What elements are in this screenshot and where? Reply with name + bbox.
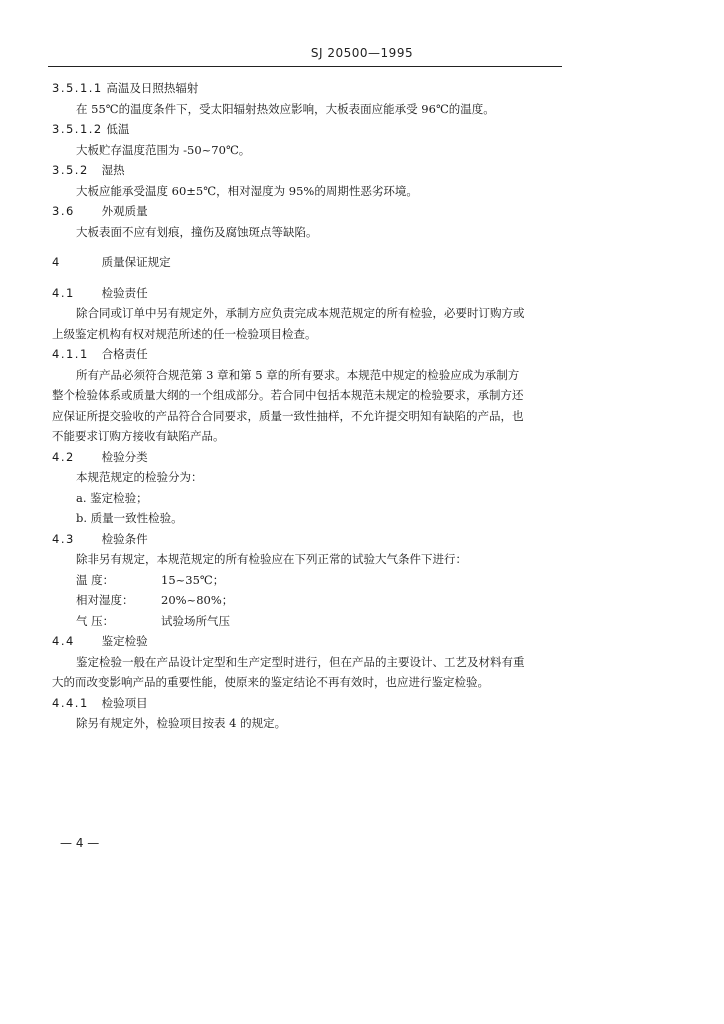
paragraph-line: 所有产品必须符合规范第 3 章和第 5 章的所有要求。本规范中规定的检验应成为承制方	[76, 367, 520, 382]
chapter-heading-4: 4 质量保证规定	[52, 255, 171, 269]
section-heading-4-4-1: 4.4.1 检验项目	[52, 695, 148, 710]
paragraph-line: 应保证所提交验收的产品符合合同要求，质量一致性抽样，不允许提交明知有缺陷的产品，也	[52, 408, 524, 423]
paragraph-line: 上级鉴定机构有权对规范所述的任一检验项目检查。	[52, 326, 317, 341]
paragraph: 大板应能承受温度 60±5℃，相对湿度为 95%的周期性恶劣环境。	[76, 183, 418, 198]
standard-number: SJ 20500—1995	[310, 46, 414, 60]
section-heading-4-1: 4.1 检验责任	[52, 285, 148, 300]
condition-row: 相对湿度： 20%~80%；	[76, 593, 234, 607]
paragraph: 大板贮存温度范围为 -50~70℃。	[76, 142, 251, 157]
condition-row: 气 压： 试验场所气压	[76, 613, 230, 628]
section-heading-3-5-2: 3.5.2 湿热	[52, 163, 125, 177]
paragraph: 除另有规定外，检验项目按表 4 的规定。	[76, 716, 287, 730]
list-item: a. 鉴定检验；	[76, 490, 148, 505]
section-heading-3-5-1-2: 3.5.1.2 低温	[52, 122, 130, 136]
section-heading-3-6: 3.6 外观质量	[52, 204, 148, 218]
list-item: b. 质量一致性检验。	[76, 511, 183, 525]
section-heading-4-2: 4.2 检验分类	[52, 449, 148, 464]
paragraph-line: 鉴定检验一般在产品设计定型和生产定型时进行，但在产品的主要设计、工艺及材料有重	[76, 654, 525, 669]
section-heading-3-5-1-1: 3.5.1.1 高温及日照热辐射	[52, 81, 199, 95]
section-heading-4-4: 4.4 鉴定检验	[52, 634, 148, 648]
paragraph-line: 大的而改变影响产品的重要性能，使原来的鉴定结论不再有效时，也应进行鉴定检验。	[52, 675, 489, 689]
paragraph-line: 除合同或订单中另有规定外，承制方应负责完成本规范规定的所有检验，必要时订购方或	[76, 306, 525, 320]
paragraph: 大板表面不应有划痕，撞伤及腐蚀斑点等缺陷。	[76, 224, 318, 239]
section-heading-4-3: 4.3 检验条件	[52, 531, 148, 546]
paragraph-line: 不能要求订购方接收有缺陷产品。	[52, 429, 225, 443]
paragraph: 除非另有规定，本规范规定的所有检验应在下列正常的试验大气条件下进行：	[76, 552, 467, 566]
header-rule	[48, 66, 562, 67]
paragraph: 本规范规定的检验分为：	[76, 470, 203, 484]
document-body	[52, 78, 564, 734]
section-heading-4-1-1: 4.1.1 合格责任	[52, 347, 148, 361]
paragraph-line: 整个检验体系或质量大纲的一个组成部分。若合同中包括本规范未规定的检验要求，承制方还	[52, 388, 524, 402]
page-number: — 4 —	[60, 836, 100, 850]
paragraph: 在 55℃的温度条件下，受太阳辐射热效应影响，大板表面应能承受 96℃的温度。	[76, 101, 495, 116]
condition-row: 温 度： 15~35℃；	[76, 572, 225, 587]
